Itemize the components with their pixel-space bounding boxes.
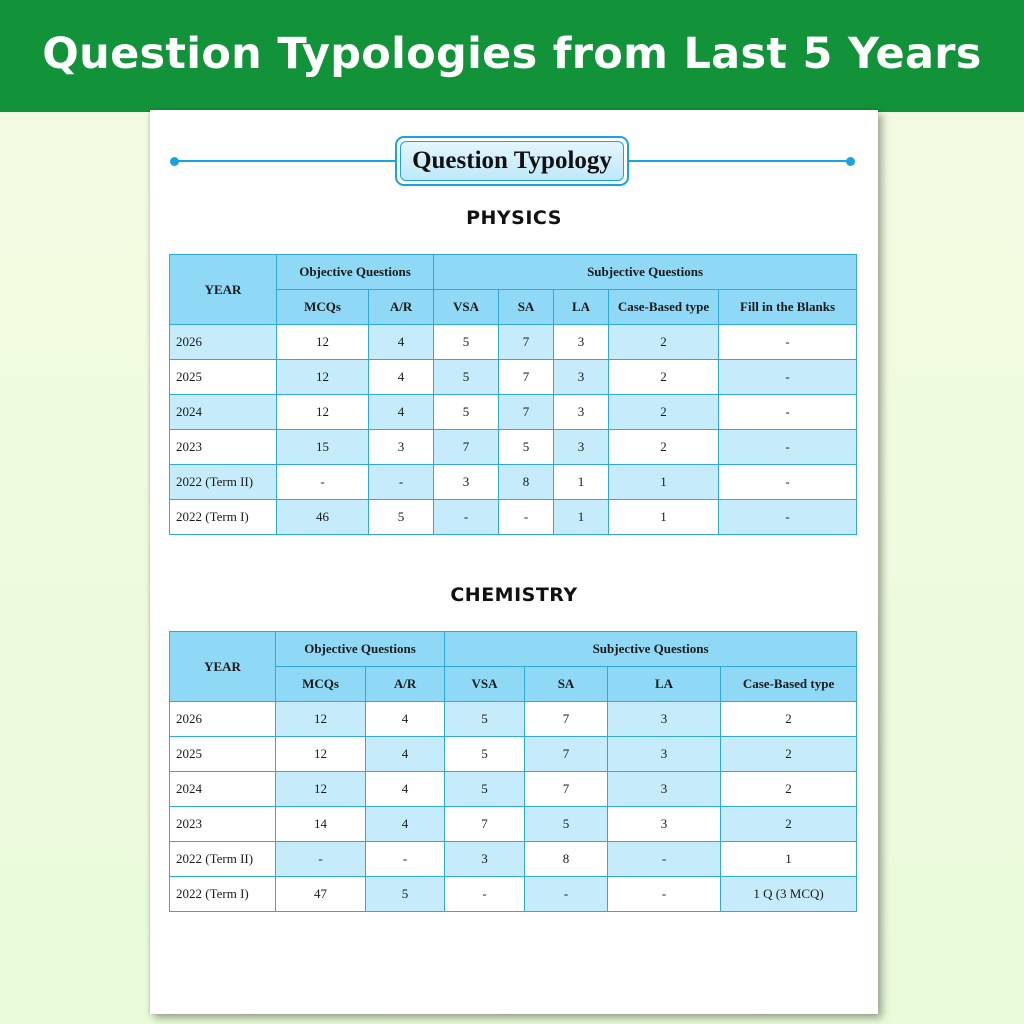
physics-value-cell: 1 (609, 500, 719, 535)
chemistry-year-cell: 2026 (170, 702, 276, 737)
chemistry-value-cell: - (445, 877, 525, 912)
physics-year-cell: 2024 (170, 395, 277, 430)
physics-value-cell: - (277, 465, 369, 500)
physics-value-cell: 1 (609, 465, 719, 500)
physics-value-cell: 3 (554, 395, 609, 430)
physics-value-cell: 4 (369, 325, 434, 360)
chemistry-table-row (170, 737, 857, 772)
chemistry-value-cell: 4 (366, 807, 445, 842)
chemistry-value-cell: 2 (721, 807, 857, 842)
chemistry-year-cell: 2024 (170, 772, 276, 807)
physics-col-header: A/R (369, 290, 434, 325)
chemistry-value-cell: 7 (525, 772, 608, 807)
chemistry-value-cell: 12 (276, 737, 366, 772)
chemistry-value-cell: 2 (721, 737, 857, 772)
chemistry-value-cell: 7 (525, 737, 608, 772)
physics-value-cell: - (369, 465, 434, 500)
chemistry-value-cell: 3 (445, 842, 525, 877)
physics-value-cell: 7 (499, 360, 554, 395)
physics-table-row (170, 395, 857, 430)
physics-year-cell: 2022 (Term I) (170, 500, 277, 535)
chemistry-value-cell: 2 (721, 772, 857, 807)
chemistry-value-cell: 4 (366, 702, 445, 737)
chemistry-value-cell: 3 (608, 772, 721, 807)
physics-subjective-header: Subjective Questions (434, 255, 857, 290)
physics-value-cell: 4 (369, 395, 434, 430)
physics-value-cell: - (719, 325, 857, 360)
chemistry-year-cell: 2022 (Term II) (170, 842, 276, 877)
physics-value-cell: - (719, 500, 857, 535)
chemistry-value-cell: 1 (721, 842, 857, 877)
chemistry-value-cell: 12 (276, 702, 366, 737)
chemistry-value-cell: 5 (445, 772, 525, 807)
physics-col-header: SA (499, 290, 554, 325)
physics-value-cell: - (719, 395, 857, 430)
physics-header-row-1 (170, 255, 857, 290)
chemistry-subjective-header: Subjective Questions (445, 632, 857, 667)
chemistry-value-cell: 5 (445, 737, 525, 772)
heading-rule-left-dot (170, 157, 179, 166)
physics-value-cell: - (719, 360, 857, 395)
banner-title: Question Typologies from Last 5 Years (42, 29, 982, 79)
physics-col-header: MCQs (277, 290, 369, 325)
chemistry-table (169, 631, 857, 912)
physics-value-cell: 7 (499, 325, 554, 360)
chemistry-value-cell: 8 (525, 842, 608, 877)
physics-value-cell: 1 (554, 465, 609, 500)
chemistry-value-cell: - (525, 877, 608, 912)
chemistry-value-cell: - (608, 842, 721, 877)
chemistry-value-cell: 3 (608, 737, 721, 772)
chemistry-value-cell: 3 (608, 702, 721, 737)
chemistry-value-cell: 7 (525, 702, 608, 737)
physics-value-cell: 12 (277, 395, 369, 430)
physics-col-header: Fill in the Blanks (719, 290, 857, 325)
document-page (150, 110, 878, 1014)
physics-value-cell: - (434, 500, 499, 535)
physics-value-cell: 5 (434, 395, 499, 430)
physics-table-row (170, 465, 857, 500)
physics-year-cell: 2023 (170, 430, 277, 465)
chemistry-value-cell: - (366, 842, 445, 877)
physics-table (169, 254, 857, 535)
physics-table-row (170, 325, 857, 360)
chemistry-value-cell: 5 (525, 807, 608, 842)
physics-value-cell: 3 (554, 360, 609, 395)
chemistry-value-cell: 14 (276, 807, 366, 842)
chemistry-year-cell: 2025 (170, 737, 276, 772)
physics-value-cell: 2 (609, 430, 719, 465)
chemistry-col-header: Case-Based type (721, 667, 857, 702)
chemistry-table-row (170, 772, 857, 807)
physics-value-cell: 5 (499, 430, 554, 465)
physics-value-cell: 12 (277, 325, 369, 360)
chemistry-year-cell: 2023 (170, 807, 276, 842)
heading-box (395, 136, 629, 186)
physics-value-cell: - (499, 500, 554, 535)
chemistry-value-cell: - (276, 842, 366, 877)
physics-value-cell: 15 (277, 430, 369, 465)
chemistry-value-cell: 1 Q (3 MCQ) (721, 877, 857, 912)
chemistry-table-row (170, 842, 857, 877)
physics-value-cell: 1 (554, 500, 609, 535)
chemistry-value-cell: 4 (366, 737, 445, 772)
physics-value-cell: - (719, 465, 857, 500)
chemistry-value-cell: 12 (276, 772, 366, 807)
chemistry-col-header: LA (608, 667, 721, 702)
top-banner (0, 0, 1024, 112)
chemistry-value-cell: 5 (366, 877, 445, 912)
physics-value-cell: 7 (434, 430, 499, 465)
physics-col-header: Case-Based type (609, 290, 719, 325)
physics-year-cell: 2026 (170, 325, 277, 360)
chemistry-objective-header: Objective Questions (276, 632, 445, 667)
physics-value-cell: 5 (369, 500, 434, 535)
chemistry-col-header: MCQs (276, 667, 366, 702)
physics-value-cell: 2 (609, 395, 719, 430)
chemistry-table-row (170, 807, 857, 842)
physics-value-cell: 3 (554, 430, 609, 465)
chemistry-table-row (170, 702, 857, 737)
chemistry-value-cell: 5 (445, 702, 525, 737)
chemistry-col-header: VSA (445, 667, 525, 702)
chemistry-table-row (170, 877, 857, 912)
chemistry-header-row-1 (170, 632, 857, 667)
physics-subject-title: PHYSICS (466, 207, 562, 229)
physics-value-cell: 3 (554, 325, 609, 360)
chemistry-value-cell: 3 (608, 807, 721, 842)
chemistry-value-cell: 47 (276, 877, 366, 912)
physics-value-cell: 3 (434, 465, 499, 500)
physics-value-cell: 7 (499, 395, 554, 430)
physics-table-row (170, 430, 857, 465)
physics-col-header: VSA (434, 290, 499, 325)
physics-year-cell: 2025 (170, 360, 277, 395)
chemistry-subject-title: CHEMISTRY (450, 584, 578, 606)
chemistry-col-header: A/R (366, 667, 445, 702)
physics-col-header: LA (554, 290, 609, 325)
physics-value-cell: 12 (277, 360, 369, 395)
physics-value-cell: 3 (369, 430, 434, 465)
physics-value-cell: 8 (499, 465, 554, 500)
physics-value-cell: 5 (434, 325, 499, 360)
chemistry-year-header: YEAR (170, 632, 276, 702)
heading-rule-right-dot (846, 157, 855, 166)
physics-year-cell: 2022 (Term II) (170, 465, 277, 500)
physics-table-row (170, 360, 857, 395)
chemistry-year-cell: 2022 (Term I) (170, 877, 276, 912)
physics-value-cell: 5 (434, 360, 499, 395)
chemistry-value-cell: 7 (445, 807, 525, 842)
physics-value-cell: 2 (609, 360, 719, 395)
physics-year-header: YEAR (170, 255, 277, 325)
physics-objective-header: Objective Questions (277, 255, 434, 290)
chemistry-col-header: SA (525, 667, 608, 702)
physics-value-cell: 46 (277, 500, 369, 535)
physics-value-cell: - (719, 430, 857, 465)
physics-value-cell: 2 (609, 325, 719, 360)
chemistry-value-cell: 2 (721, 702, 857, 737)
physics-value-cell: 4 (369, 360, 434, 395)
chemistry-value-cell: 4 (366, 772, 445, 807)
physics-table-row (170, 500, 857, 535)
heading-box-inner (400, 141, 624, 181)
heading-title: Question Typology (412, 147, 612, 174)
chemistry-value-cell: - (608, 877, 721, 912)
